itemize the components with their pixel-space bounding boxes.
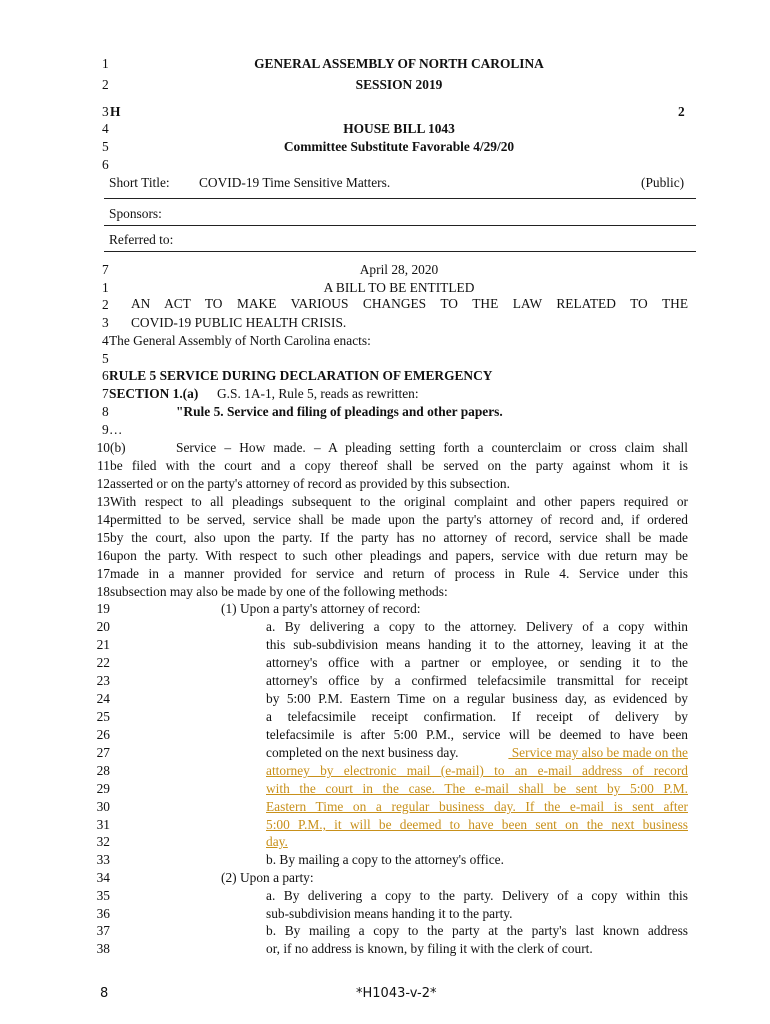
line-number: 9 xyxy=(102,422,109,437)
line-number: 3 xyxy=(102,104,109,119)
line-number: 6 xyxy=(102,368,109,383)
paragraph-line: asserted or on the party's attorney of record as provided by this subsection. xyxy=(110,476,510,491)
act-title-line: COVID-19 PUBLIC HEALTH CRISIS. xyxy=(131,315,347,330)
line-number: 25 xyxy=(96,709,110,724)
line-number: 17 xyxy=(96,566,110,581)
inserted-text: Service may also be made on the xyxy=(508,745,688,760)
referred-label: Referred to: xyxy=(109,232,174,247)
paragraph-line: Service – How made. – A pleading setting forth a counterclaim or cross claim shall xyxy=(176,440,688,455)
line-number: 27 xyxy=(96,745,110,760)
line-number: 31 xyxy=(96,817,110,832)
ellipsis: … xyxy=(109,422,123,437)
paragraph-line: made in a manner provided for service and return of process in Rule 4. Service under this xyxy=(110,566,688,581)
paragraph-line: telefacsimile is after 5:00 P.M., service will be deemed to have been xyxy=(266,727,688,742)
paragraph-line: sub-subdivision means handing it to the party. xyxy=(266,906,513,921)
short-title-value: COVID-19 Time Sensitive Matters. xyxy=(199,175,391,190)
paragraph-line: With respect to all pleadings subsequent to the original complaint and other papers required or xyxy=(110,494,688,509)
line-number: 36 xyxy=(96,906,110,921)
chamber-letter: H xyxy=(110,104,121,119)
line-number: 35 xyxy=(96,888,110,903)
paragraph-line: b. By mailing a copy to the party at the party's last known address xyxy=(266,923,688,938)
divider xyxy=(104,198,696,199)
enacting-clause: The General Assembly of North Carolina enacts: xyxy=(109,333,371,348)
divider xyxy=(104,251,696,252)
line-number: 37 xyxy=(96,923,110,938)
line-number: 3 xyxy=(102,315,109,330)
inserted-text: Eastern Time on a regular business day. If the e-mail is sent after xyxy=(266,799,688,814)
subsection-label: (b) xyxy=(110,440,126,455)
line-number: 5 xyxy=(102,351,109,366)
short-title-label: Short Title: xyxy=(109,175,170,190)
paragraph-line: or, if no address is known, by filing it with the clerk of court. xyxy=(266,941,593,956)
paragraph-line: a. By delivering a copy to the attorney. Delivery of a copy within xyxy=(266,619,688,634)
line-number: 5 xyxy=(102,139,109,154)
paragraph-line: a. By delivering a copy to the party. Delivery of a copy within this xyxy=(266,888,688,903)
line-number: 33 xyxy=(96,852,110,867)
inserted-text: attorney by electronic mail (e-mail) to an e-mail address of record xyxy=(266,763,688,778)
bill-type: (Public) xyxy=(641,175,685,190)
line-number: 15 xyxy=(96,530,110,545)
line-number: 23 xyxy=(96,673,110,688)
assembly-title: GENERAL ASSEMBLY OF NORTH CAROLINA xyxy=(254,56,544,71)
bill-number: HOUSE BILL 1043 xyxy=(343,121,455,136)
line-number: 12 xyxy=(96,476,110,491)
act-title-line: AN ACT TO MAKE VARIOUS CHANGES TO THE LAW RELATED TO THE xyxy=(131,296,688,311)
line-number: 7 xyxy=(102,386,109,401)
rule-title: "Rule 5. Service and filing of pleadings and other papers. xyxy=(176,404,503,419)
paragraph-line: permitted to be served, service shall be made upon the party's attorney of record and, if ordered xyxy=(110,512,688,527)
line-number: 8 xyxy=(102,404,109,419)
bill-status: Committee Substitute Favorable 4/29/20 xyxy=(283,139,515,154)
paragraph-line: upon the party. With respect to such other pleadings and papers, service with due return may be xyxy=(110,548,688,563)
line-number: 16 xyxy=(96,548,110,563)
sponsors-label: Sponsors: xyxy=(109,206,162,221)
line-number: 30 xyxy=(96,799,110,814)
line-number: 29 xyxy=(96,781,110,796)
line-number: 7 xyxy=(102,262,109,277)
line-number: 4 xyxy=(102,333,109,348)
rule-heading: RULE 5 SERVICE DURING DECLARATION OF EMERGENCY xyxy=(109,368,493,383)
line-number: 32 xyxy=(96,834,110,849)
line-number: 6 xyxy=(102,157,109,172)
line-number: 10 xyxy=(96,440,110,455)
line-number: 20 xyxy=(96,619,110,634)
line-number: 11 xyxy=(97,458,110,473)
paragraph-line: subsection may also be made by one of the following methods: xyxy=(110,584,448,599)
section-text: G.S. 1A-1, Rule 5, reads as rewritten: xyxy=(217,386,419,401)
line-number: 1 xyxy=(102,56,109,71)
page-number: 8 xyxy=(100,986,109,1001)
line-number: 1 xyxy=(102,280,109,295)
entitled-heading: A BILL TO BE ENTITLED xyxy=(323,280,475,295)
line-number: 4 xyxy=(102,121,109,136)
paragraph-line: by 5:00 P.M. Eastern Time on a regular business day, as evidenced by xyxy=(266,691,688,706)
session-title: SESSION 2019 xyxy=(355,77,443,92)
line-number: 2 xyxy=(102,77,109,92)
paragraph-line: attorney's office with a partner or employee, or sending it to the xyxy=(266,655,688,670)
line-number: 38 xyxy=(96,941,110,956)
bill-version: 2 xyxy=(678,104,685,119)
line-number: 21 xyxy=(96,637,110,652)
line-number: 34 xyxy=(96,870,110,885)
divider xyxy=(104,225,696,226)
line-number: 24 xyxy=(96,691,110,706)
line-number: 26 xyxy=(96,727,110,742)
paragraph-line: be filed with the court and a copy thereof shall be served on the party against whom it is xyxy=(110,458,688,473)
plain-text: completed on the next business day. xyxy=(266,745,459,760)
paragraph-line xyxy=(266,744,688,762)
paragraph-line: this sub-subdivision means handing it to the attorney, leaving it at the xyxy=(266,637,688,652)
inserted-text: day. xyxy=(266,834,288,849)
paragraph-line: a telefacsimile receipt confirmation. If receipt of delivery by xyxy=(266,709,688,724)
paragraph-line: b. By mailing a copy to the attorney's office. xyxy=(266,852,504,867)
bill-date: April 28, 2020 xyxy=(359,262,439,277)
line-number: 19 xyxy=(96,601,110,616)
section-label: SECTION 1.(a) xyxy=(109,386,199,401)
line-number: 2 xyxy=(102,297,109,312)
line-number: 13 xyxy=(96,494,110,509)
line-number: 22 xyxy=(96,655,110,670)
line-number: 28 xyxy=(96,763,110,778)
subdivision-heading: (2) Upon a party: xyxy=(221,870,314,885)
paragraph-line: by the court, also upon the party. If the party has no attorney of record, service shall be made xyxy=(110,530,688,545)
paragraph-line: attorney's office by a confirmed telefacsimile transmittal for receipt xyxy=(266,673,688,688)
bill-code: *H1043-v-2* xyxy=(356,986,437,1001)
subdivision-heading: (1) Upon a party's attorney of record: xyxy=(221,601,421,616)
line-number: 14 xyxy=(96,512,110,527)
inserted-text: 5:00 P.M., it will be deemed to have been sent on the next business xyxy=(266,817,688,832)
inserted-text: with the court in the case. The e-mail shall be sent by 5:00 P.M. xyxy=(266,781,688,796)
line-number: 18 xyxy=(96,584,110,599)
